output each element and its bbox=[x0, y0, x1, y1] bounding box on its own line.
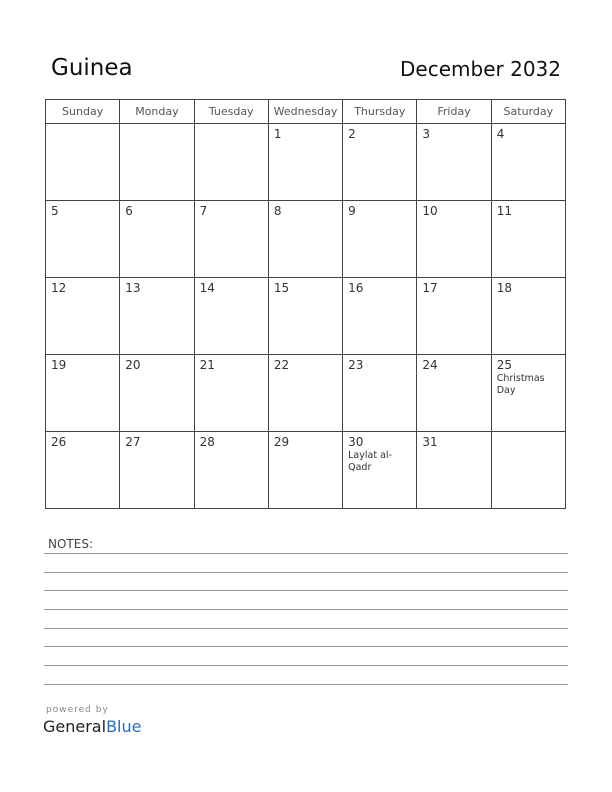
weekday-header: Wednesday bbox=[268, 100, 342, 124]
day-cell bbox=[417, 432, 491, 509]
weekday-header: Friday bbox=[417, 100, 491, 124]
day-cell bbox=[343, 201, 417, 278]
note-line bbox=[44, 572, 568, 573]
note-line bbox=[44, 646, 568, 647]
day-number: 17 bbox=[422, 281, 438, 295]
day-number: 30 bbox=[348, 435, 364, 449]
day-cell bbox=[120, 278, 194, 355]
day-number: 1 bbox=[273, 127, 282, 141]
day-number: 14 bbox=[199, 281, 215, 295]
day-number: 25 bbox=[496, 358, 512, 372]
note-line bbox=[44, 553, 568, 554]
week-row bbox=[46, 278, 566, 355]
note-line bbox=[44, 684, 568, 685]
day-number: 23 bbox=[348, 358, 364, 372]
day-cell bbox=[46, 355, 120, 432]
day-cell bbox=[120, 355, 194, 432]
day-cell bbox=[268, 278, 342, 355]
powered-by-text: powered by bbox=[46, 705, 109, 715]
note-line bbox=[44, 628, 568, 629]
week-row bbox=[46, 355, 566, 432]
day-number: 29 bbox=[273, 435, 290, 449]
weekday-header: Thursday bbox=[343, 100, 417, 124]
month-title: December 2032 bbox=[400, 57, 561, 81]
note-line bbox=[44, 590, 568, 591]
day-cell bbox=[417, 278, 491, 355]
note-line bbox=[44, 665, 568, 666]
day-cell bbox=[46, 124, 120, 201]
day-number: 2 bbox=[348, 127, 356, 141]
week-row bbox=[46, 201, 566, 278]
weekday-header: Sunday bbox=[46, 100, 120, 124]
day-number: 19 bbox=[51, 358, 67, 372]
day-cell bbox=[268, 355, 342, 432]
weekday-header-row bbox=[46, 100, 566, 124]
day-cell bbox=[343, 355, 417, 432]
week-row bbox=[46, 124, 566, 201]
day-cell bbox=[194, 278, 268, 355]
day-number: 15 bbox=[273, 281, 290, 295]
day-cell bbox=[194, 355, 268, 432]
day-number: 22 bbox=[273, 358, 290, 372]
brand-logo bbox=[43, 717, 141, 736]
day-cell bbox=[343, 432, 417, 509]
day-number: 24 bbox=[422, 358, 438, 372]
calendar-grid bbox=[45, 99, 566, 509]
country-title: Guinea bbox=[51, 55, 133, 81]
day-number: 12 bbox=[51, 281, 67, 295]
note-line bbox=[44, 609, 568, 610]
day-cell bbox=[268, 432, 342, 509]
day-cell bbox=[343, 124, 417, 201]
weekday-header: Monday bbox=[120, 100, 194, 124]
day-number: 16 bbox=[348, 281, 364, 295]
day-cell bbox=[120, 432, 194, 509]
day-number: 20 bbox=[125, 358, 141, 372]
brand-name-general: General bbox=[43, 717, 107, 736]
brand-name-blue: Blue bbox=[106, 717, 142, 736]
day-cell bbox=[343, 278, 417, 355]
day-cell bbox=[491, 432, 565, 509]
day-cell bbox=[120, 201, 194, 278]
day-number: 3 bbox=[422, 127, 431, 141]
day-number: 10 bbox=[422, 204, 438, 218]
day-number: 13 bbox=[125, 281, 141, 295]
day-number: 31 bbox=[422, 435, 438, 449]
day-number: 7 bbox=[199, 204, 208, 218]
holiday-label: Laylat al-Qadr bbox=[348, 450, 392, 473]
day-cell bbox=[417, 355, 491, 432]
day-cell bbox=[46, 278, 120, 355]
day-cell bbox=[46, 201, 120, 278]
day-cell bbox=[120, 124, 194, 201]
week-row bbox=[46, 432, 566, 509]
weekday-header: Saturday bbox=[491, 100, 565, 124]
day-number: 11 bbox=[496, 204, 512, 218]
day-number: 21 bbox=[199, 358, 215, 372]
day-cell bbox=[268, 201, 342, 278]
day-number: 28 bbox=[199, 435, 215, 449]
holiday-label: Christmas Day bbox=[496, 373, 545, 396]
weekday-header: Tuesday bbox=[194, 100, 268, 124]
day-cell bbox=[491, 201, 565, 278]
day-cell bbox=[194, 124, 268, 201]
notes-label: NOTES: bbox=[48, 537, 93, 551]
day-cell bbox=[194, 201, 268, 278]
day-cell bbox=[194, 432, 268, 509]
day-number: 18 bbox=[496, 281, 512, 295]
day-cell bbox=[491, 355, 565, 432]
day-cell bbox=[417, 201, 491, 278]
day-cell bbox=[417, 124, 491, 201]
day-number: 9 bbox=[348, 204, 356, 218]
day-cell bbox=[491, 124, 565, 201]
day-cell bbox=[268, 124, 342, 201]
day-number: 8 bbox=[273, 204, 282, 218]
day-cell bbox=[491, 278, 565, 355]
day-number: 27 bbox=[125, 435, 141, 449]
day-number: 5 bbox=[51, 204, 59, 218]
day-number: 26 bbox=[51, 435, 67, 449]
day-cell bbox=[46, 432, 120, 509]
day-number: 4 bbox=[496, 127, 505, 141]
day-number: 6 bbox=[125, 204, 133, 218]
